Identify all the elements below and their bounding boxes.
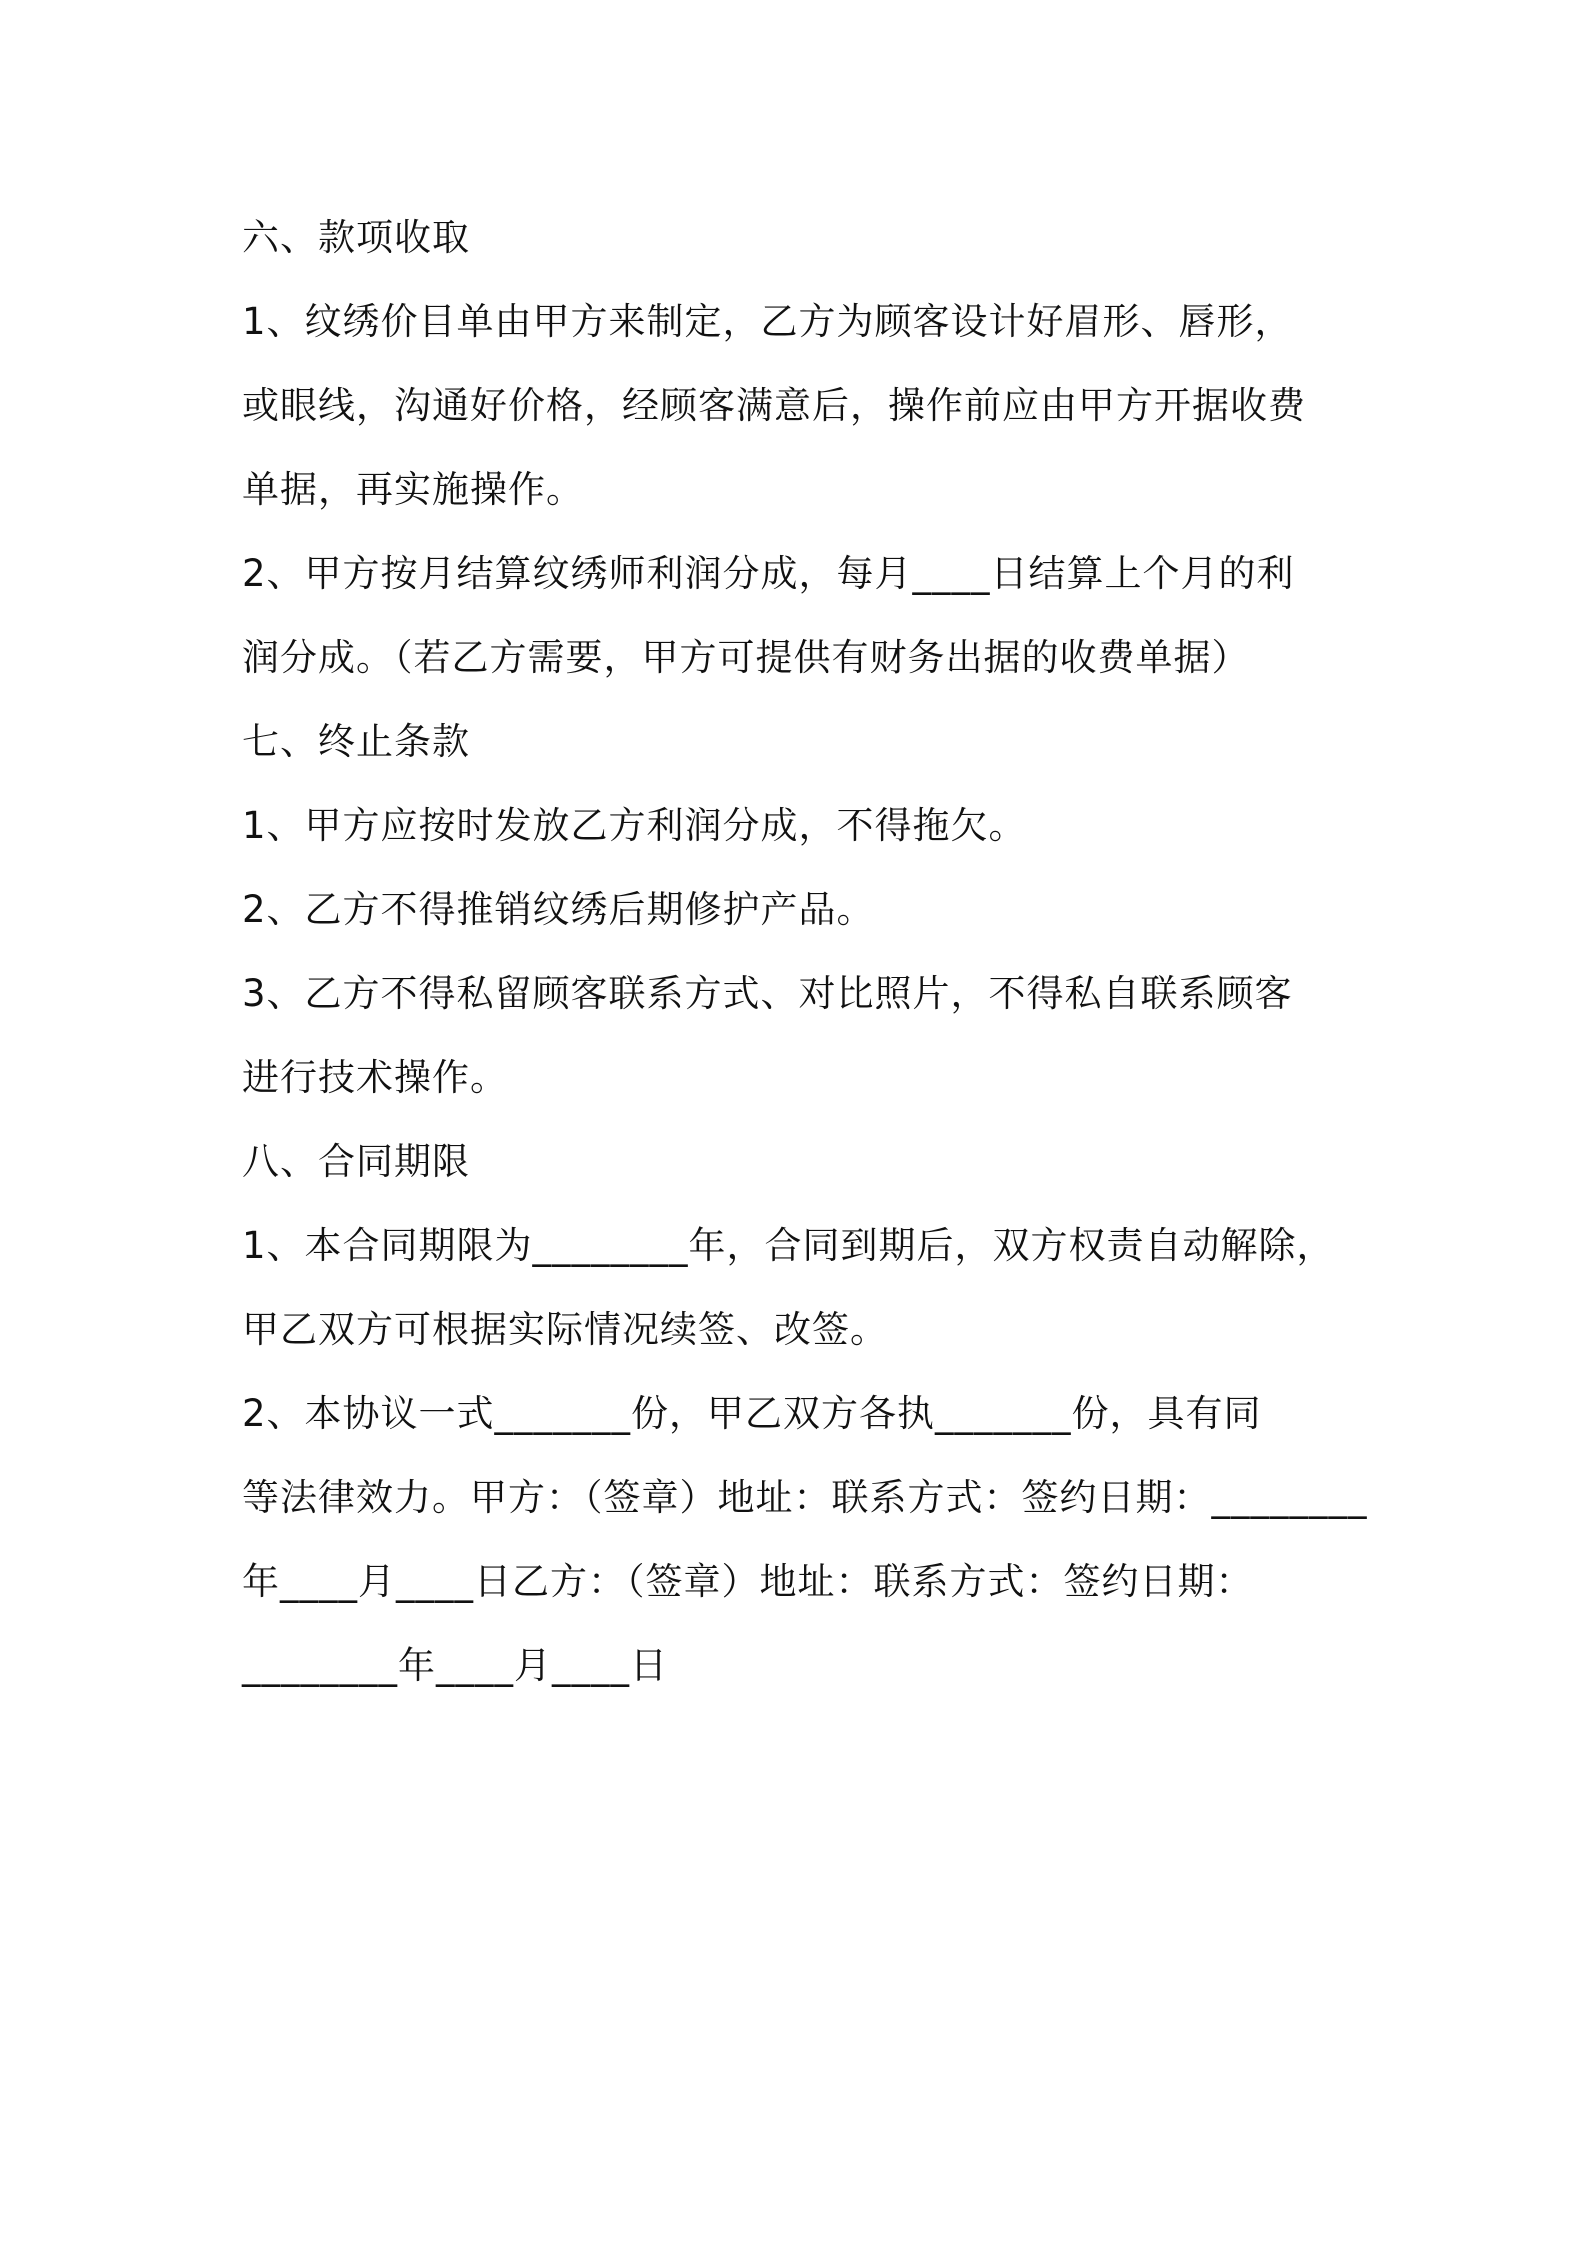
section-8-item-2-line-1: 2、本协议一式_______份，甲乙双方各执_______份，具有同 <box>242 1392 1262 1435</box>
section-6-heading: 六、款项收取 <box>242 216 470 259</box>
section-6-item-2-line-1: 2、甲方按月结算纹绣师利润分成，每月____日结算上个月的利 <box>242 552 1295 595</box>
section-7-item-3-line-2: 进行技术操作。 <box>242 1056 508 1099</box>
section-8-heading: 八、合同期限 <box>242 1140 470 1183</box>
section-8-item-2-line-2: 等法律效力。甲方：（签章）地址：联系方式：签约日期：________ <box>242 1476 1368 1519</box>
document-page <box>242 196 1368 1708</box>
section-6-item-1-line-2: 或眼线，沟通好价格，经顾客满意后，操作前应由甲方开据收费 <box>242 384 1306 427</box>
section-8-item-1-line-2: 甲乙双方可根据实际情况续签、改签。 <box>242 1308 888 1351</box>
section-7-item-2: 2、乙方不得推销纹绣后期修护产品。 <box>242 888 875 931</box>
section-6-item-2-line-2: 润分成。（若乙方需要，甲方可提供有财务出据的收费单据） <box>242 636 1250 679</box>
section-8-item-2-line-3: 年____月____日乙方：（签章）地址：联系方式：签约日期： <box>242 1560 1254 1603</box>
section-6-item-1-line-1: 1、纹绣价目单由甲方来制定，乙方为顾客设计好眉形、唇形， <box>242 300 1293 343</box>
section-7-heading: 七、终止条款 <box>242 720 470 763</box>
section-7-item-3-line-1: 3、乙方不得私留顾客联系方式、对比照片，不得私自联系顾客 <box>242 972 1293 1015</box>
section-8-item-2-line-4: ________年____月____日 <box>242 1644 668 1687</box>
section-7-item-1: 1、甲方应按时发放乙方利润分成，不得拖欠。 <box>242 804 1027 847</box>
section-6-item-1-line-3: 单据，再实施操作。 <box>242 468 584 511</box>
section-8-item-1-line-1: 1、本合同期限为________年，合同到期后，双方权责自动解除， <box>242 1224 1335 1267</box>
